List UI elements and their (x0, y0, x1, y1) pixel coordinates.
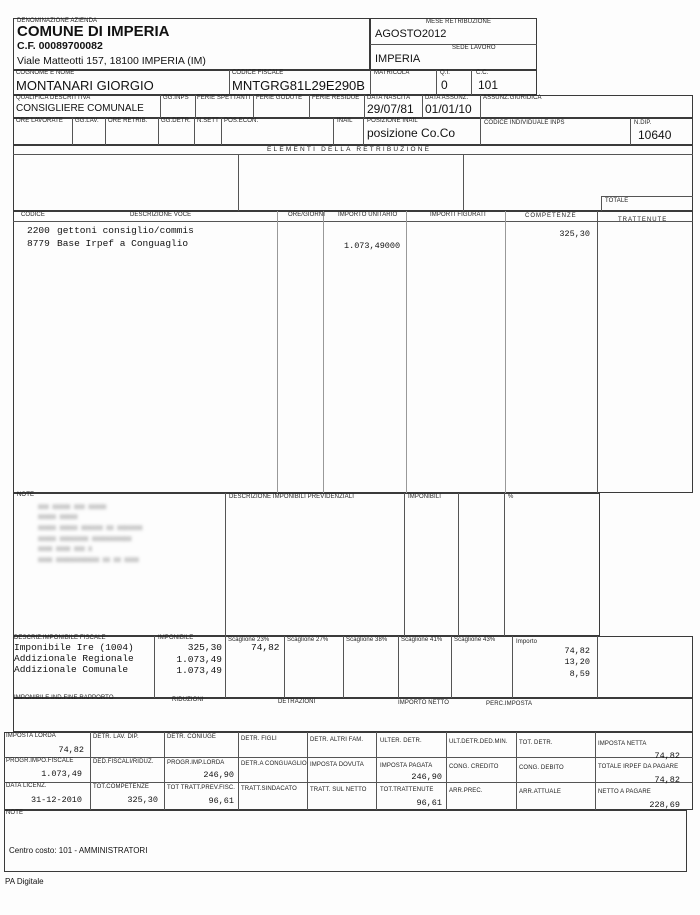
ndip-label: N.DIP. (634, 120, 652, 126)
voci-table (13, 211, 693, 493)
importo-label: Importo (516, 639, 538, 645)
tot-irpef-label: TOTALE IRPEF DA PAGARE (598, 764, 679, 770)
elementi-title: ELEMENTI DELLA RETRIBUZIONE (267, 146, 432, 153)
ore-lavorate-label: ORE LAVORATE (16, 118, 63, 124)
note-line-redacted: XXXXX XXXXXXXX XXXXXXXXXXX (38, 536, 132, 543)
denominazione-label: DENOMINAZIONE AZIENDA (17, 18, 98, 24)
brand-label: PA Digitale (5, 877, 44, 886)
tratt-sul-netto-label: TRATT. SUL NETTO (310, 787, 367, 793)
totale-label: TOTALE (605, 198, 629, 204)
col-codice: CODICE (21, 212, 45, 218)
nsett-label: N.SETT (197, 118, 219, 124)
assunz-giur-label: ASSUNZ.GIURIDICA (483, 95, 542, 101)
qi-label: Q.I. (440, 70, 451, 76)
progr-imp-lorda-label: PROGR.IMP.LORDA (167, 760, 225, 766)
note-box (13, 493, 600, 636)
note-label: NOTE (17, 492, 35, 498)
percent-label: % (508, 494, 514, 500)
sc23-label: Scaglione 23% (228, 637, 270, 643)
voce-importo-unitario: 1.073,49000 (344, 241, 401, 251)
qualifica-value: CONSIGLIERE COMUNALE (16, 103, 144, 114)
note-line-redacted: XXXXX XXXXX (38, 514, 78, 521)
voce-codice: 2200 (27, 225, 50, 236)
note-line-redacted: XXX XXXXX XXX XXXXX (38, 504, 107, 511)
inail-label: INAIL (337, 118, 353, 124)
voce-descrizione: gettoni consiglio/commis (57, 225, 194, 236)
tot-tratt-prev-label: TOT TRATT.PREV.FISC. (167, 785, 236, 791)
mese-label: MESE RETRIBUZIONE (426, 19, 492, 25)
progr-imp-lorda: 246,90 (203, 770, 234, 780)
progr-imp-fisc-label: PROGR.IMPO.FISCALE (6, 758, 74, 764)
cc-value: 101 (478, 78, 499, 92)
cong-credito-label: CONG. CREDITO (449, 764, 499, 770)
ferie-residue-label: FERIE RESIDUE (312, 95, 360, 101)
imposta-lorda-label: IMPOSTA LORDA (6, 733, 56, 739)
fiscale-row-importo: 74,82 (564, 646, 590, 656)
codice-fiscale: MNTGRG81L29E290B (232, 78, 365, 93)
voce-codice: 8779 (27, 238, 50, 249)
sede-value: IMPERIA (375, 53, 421, 65)
data-licenz-label: DATA LICENZ. (6, 783, 47, 789)
codice-inps-label: CODICE INDIVIDUALE INPS (484, 120, 565, 126)
detr-coniuge-label: DETR. CONIUGE (167, 734, 216, 740)
data-licenz: 31-12-2010 (30, 795, 82, 805)
tot-tratt-prev: 96,61 (208, 796, 234, 806)
fiscale-row-imponibile: 1.073,49 (176, 654, 222, 665)
employee-name: MONTANARI GIORGIO (16, 78, 154, 93)
company-address: Viale Matteotti 157, 18100 IMPERIA (IM) (17, 55, 206, 67)
descr-prev-label: DESCRIZIONE IMPONIBILI PREVIDENZIALI (229, 494, 354, 500)
detrazioni-label: DETRAZIONI (278, 699, 316, 705)
ult-detr-ded-label: ULT.DETR.DED.MIN. (449, 739, 508, 745)
tot-irpef: 74,82 (654, 775, 680, 785)
imposta-netta: 74,82 (654, 751, 680, 761)
detr-conguaglio-label: DETR.A CONGUAGLIO (241, 761, 307, 767)
tratt-sindacato-label: TRATT.SINDACATO (241, 786, 297, 792)
pos-econ-label: POS.ECON. (224, 118, 259, 124)
ferie-spettanti-label: FERIE SPETTANTI (197, 95, 251, 101)
cf-label: CODICE FISCALE (232, 70, 284, 76)
note-line-redacted: XXXX XXXXXXXXXXXX XX XX XXXX (38, 557, 139, 564)
ferie-godute-label: FERIE GODUTE (256, 95, 303, 101)
imponibili-label: IMPONIBILI (408, 494, 442, 500)
sede-label: SEDE LAVORO (452, 45, 496, 51)
matricola-label: MATRICOLA (374, 70, 410, 76)
data-nascita-label: DATA NASCITA (367, 95, 411, 101)
detr-lav-dip-label: DETR. LAV. DIP. (93, 734, 139, 740)
gglav-label: GG.LAV. (75, 118, 99, 124)
tot-trattenute: 96,61 (416, 798, 442, 808)
cc-label: C.C. (476, 70, 489, 76)
arr-attuale-label: ARR.ATTUALE (519, 789, 561, 795)
data-assunz-label: DATA ASSUNZ. (425, 95, 469, 101)
ggdetr-label: GG.DETR. (161, 118, 191, 124)
ded-fisc-label: DED.FISCALI/RIDUZ. (93, 759, 154, 765)
cong-debito-label: CONG. DEBITO (519, 765, 564, 771)
footer-note-box (4, 810, 687, 872)
col-competenze: COMPETENZE (525, 213, 577, 219)
ulter-detr-label: ULTER. DETR. (380, 738, 422, 744)
fiscale-row-importo: 13,20 (564, 657, 590, 667)
progr-imp-fisc: 1.073,49 (41, 769, 82, 779)
company-cf: C.F. 00089700082 (17, 40, 103, 52)
perc-imposta-label: PERC.IMPOSTA (486, 701, 533, 707)
imposta-netta-label: IMPOSTA NETTA (598, 741, 647, 747)
detr-altri-label: DETR. ALTRI FAM. (310, 737, 364, 743)
detr-figli-label: DETR. FIGLI (241, 736, 277, 742)
netto-label: NETTO A PAGARE (598, 789, 651, 795)
sc38-label: Scaglione 38% (346, 637, 388, 643)
qi-value: 0 (441, 78, 448, 92)
gginps-label: GG.INPS (163, 95, 189, 101)
cognome-label: COGNOME E NOME (16, 70, 75, 76)
tot-detr-label: TOT. DETR. (519, 740, 553, 746)
note-line-redacted: XXXXX XXXXX XXXXXX XX XXXXXXX (38, 525, 143, 532)
fiscale-row-imponibile: 325,30 (187, 642, 222, 653)
fiscale-descr-label: DESCRIZ.IMPONIBILE FISCALE (14, 635, 106, 641)
note-line-redacted: XXXX XXXX XXX X (38, 546, 93, 553)
data-nascita: 29/07/81 (367, 102, 414, 116)
voce-competenze: 325,30 (559, 229, 590, 239)
centro-costo: Centro costo: 101 - AMMINISTRATORI (9, 846, 148, 855)
tot-competenze: 325,30 (127, 795, 158, 805)
col-importi-figurati: IMPORTI FIGURATI (430, 212, 486, 218)
fiscale-row-importo: 8,59 (569, 669, 590, 679)
fiscale-row-imponibile: 1.073,49 (176, 665, 222, 676)
fiscale-row-descr: Imponibile Ire (1004) (14, 642, 134, 653)
netto-a-pagare: 228,69 (649, 800, 680, 810)
fiscale-row-descr: Addizionale Comunale (14, 664, 129, 675)
tot-trattenute-label: TOT.TRATTENUTE (380, 787, 434, 793)
imposta-pagata-label: IMPOSTA PAGATA (380, 763, 433, 769)
mese-value: AGOSTO2012 (375, 28, 447, 40)
rapporto-imponibile-label: IMPONIBILE IND.FINE RAPPORTO (14, 695, 114, 701)
posizione-inail: posizione Co.Co (367, 126, 456, 140)
sc27-label: Scaglione 27% (287, 637, 329, 643)
col-trattenute: TRATTENUTE (618, 217, 668, 223)
company-name: COMUNE DI IMPERIA (17, 23, 170, 40)
sc41-label: Scaglione 41% (401, 637, 443, 643)
fiscale-imponibile-label: IMPONIBILE (158, 635, 194, 641)
arr-prec-label: ARR.PREC. (449, 788, 483, 794)
data-assunz: 01/01/10 (425, 102, 472, 116)
sc43-label: Scaglione 43% (454, 637, 496, 643)
fiscale-row-descr: Addizionale Regionale (14, 653, 134, 664)
voce-descrizione: Base Irpef a Conguaglio (57, 238, 189, 249)
importo-netto-label: IMPORTO NETTO (398, 700, 449, 706)
ore-retrib-label: ORE RETRIB. (108, 118, 148, 124)
col-ore: ORE/GIORNI (288, 212, 326, 218)
imposta-lorda: 74,82 (58, 745, 84, 755)
col-importo-unitario: IMPORTO UNITARIO (338, 212, 398, 218)
imposta-pagata: 246,90 (411, 772, 442, 782)
riduzioni-label: RIDUZIONI (172, 697, 204, 703)
rapporto-box (13, 698, 693, 732)
footer-note-label: NOTE (6, 810, 24, 816)
tot-competenze-label: TOT.COMPETENZE (93, 784, 149, 790)
imposta-dovuta-label: IMPOSTA DOVUTA (310, 762, 364, 768)
qualifica-label: QUALIFICA DESCRITTIVA (16, 95, 91, 101)
posizione-inail-label: POSIZIONE INAIL (367, 118, 418, 124)
col-descrizione: DESCRIZIONE VOCE (130, 212, 192, 218)
sc23-value: 74,82 (251, 642, 280, 653)
ndip-value: 10640 (638, 128, 672, 142)
